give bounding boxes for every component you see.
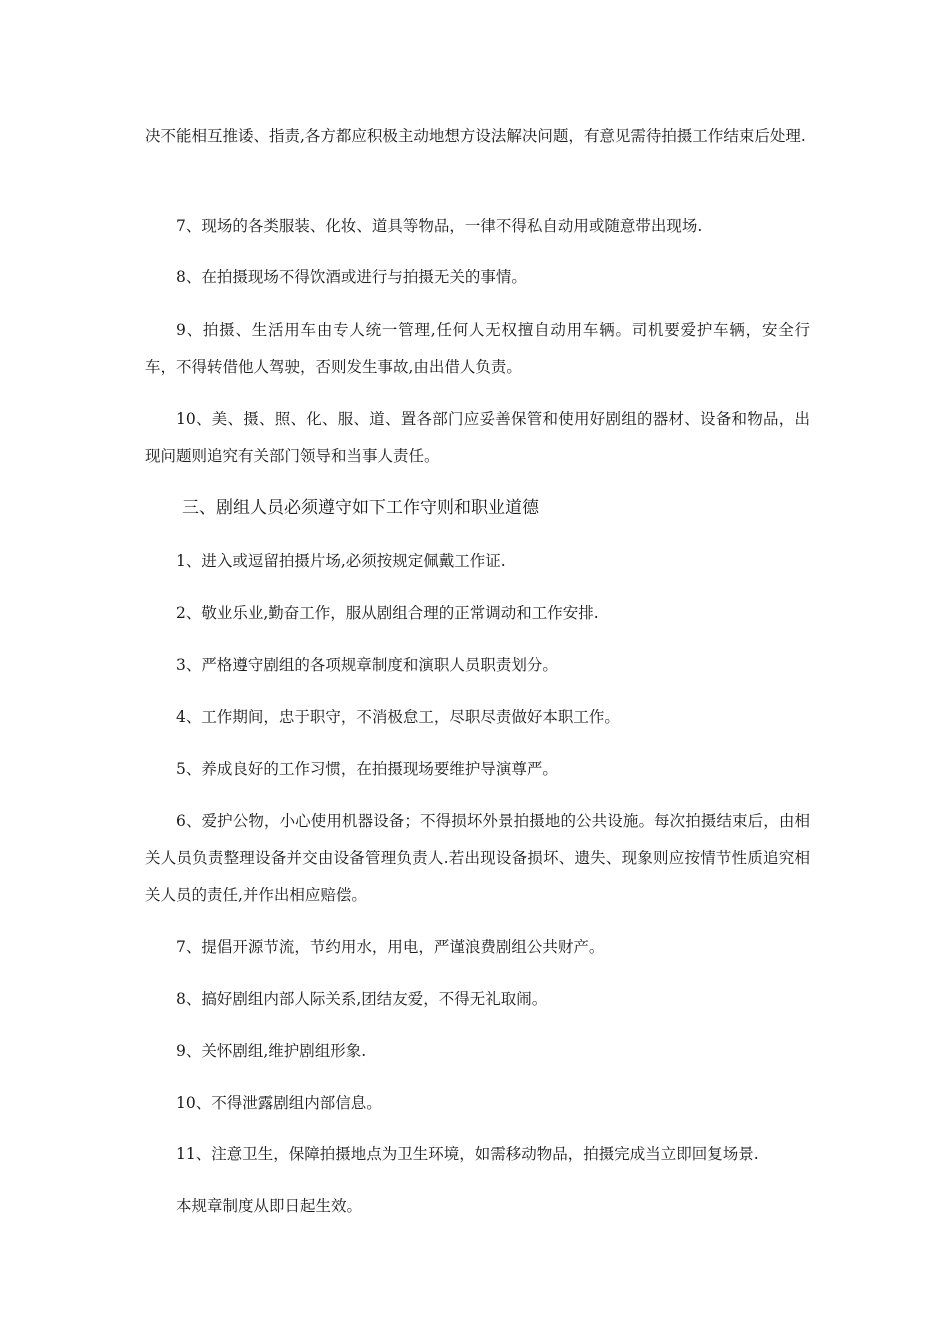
rule-2-9: 9、拍摄、生活用车由专人统一管理,任何人无权擅自动用车辆。司机要爱护车辆，安全行车，不得转借他人驾驶，否则发生事故,由出借人负责。 — [145, 321, 810, 376]
section-heading-3: 三、剧组人员必须遵守如下工作守则和职业道德 — [182, 498, 539, 518]
rule-3-10: 10、不得泄露剧组内部信息。 — [176, 1094, 382, 1112]
rule-3-2: 2、敬业乐业,勤奋工作，服从剧组合理的正常调动和工作安排. — [176, 604, 599, 622]
rule-3-6: 6、爱护公物，小心使用机器设备；不得损坏外景拍摄地的公共设施。每次拍摄结束后，由相关人员负责整理设备并交由设备管理负责人.若出现设备损坏、遗失、现象则应按情节性质追究相关人员的责任,并作出相应赔偿。 — [145, 812, 810, 904]
rule-3-1: 1、进入或逗留拍摄片场,必须按规定佩戴工作证. — [176, 552, 506, 570]
paragraph-continuation: 决不能相互推诿、指责,各方都应积极主动地想方设法解决问题，有意见需待拍摄工作结束后处理. — [145, 127, 806, 145]
rule-3-9: 9、关怀剧组,维护剧组形象. — [176, 1042, 367, 1060]
rule-3-7: 7、提倡开源节流，节约用水，用电，严谨浪费剧组公共财产。 — [176, 938, 605, 956]
rule-3-4: 4、工作期间，忠于职守，不消极怠工，尽职尽责做好本职工作。 — [176, 708, 620, 726]
rule-2-7: 7、现场的各类服装、化妆、道具等物品，一律不得私自动用或随意带出现场. — [176, 217, 703, 235]
rule-3-8: 8、搞好剧组内部人际关系,团结友爱，不得无礼取闹。 — [176, 990, 548, 1008]
rule-3-11: 11、注意卫生，保障拍摄地点为卫生环境，如需移动物品，拍摄完成当立即回复场景. — [176, 1145, 759, 1163]
rule-2-10: 10、美、摄、照、化、服、道、置各部门应妥善保管和使用好剧组的器材、设备和物品，出现问题则追究有关部门领导和当事人责任。 — [145, 410, 810, 465]
rule-2-8: 8、在拍摄现场不得饮酒或进行与拍摄无关的事情。 — [176, 268, 527, 286]
rule-3-3: 3、严格遵守剧组的各项规章制度和演职人员职责划分。 — [176, 656, 558, 674]
closing-statement: 本规章制度从即日起生效。 — [176, 1197, 363, 1215]
rule-3-5: 5、养成良好的工作习惯，在拍摄现场要维护导演尊严。 — [176, 760, 558, 778]
